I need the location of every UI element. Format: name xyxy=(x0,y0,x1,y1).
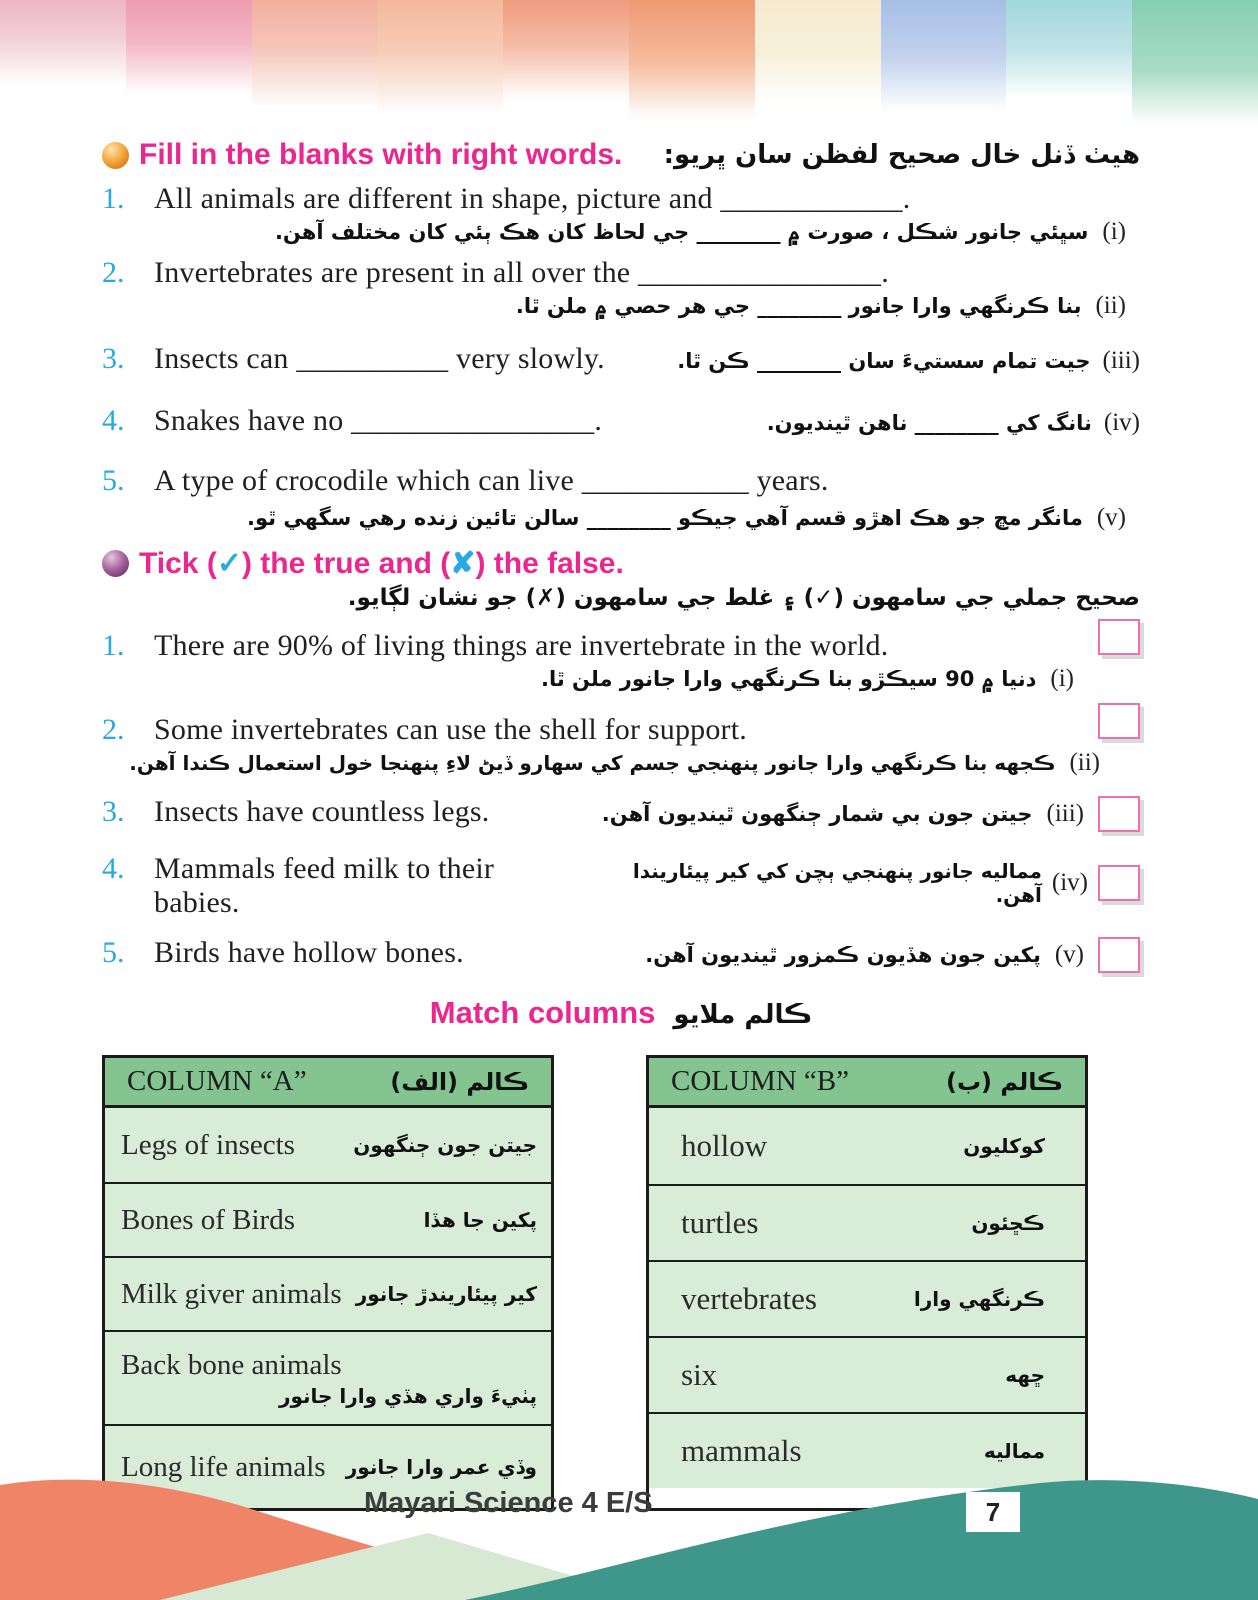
row-english: Long life animals xyxy=(121,1450,326,1483)
tick-heading-part: Tick ( xyxy=(139,547,217,580)
row-english: hollow xyxy=(681,1128,768,1163)
page-number: 7 xyxy=(985,1496,1001,1527)
column-b-header xyxy=(649,1058,1085,1108)
match-heading-english: Match columns xyxy=(429,995,656,1030)
row-english: mammals xyxy=(681,1433,802,1468)
match-tables xyxy=(102,1055,1140,1511)
question-text: Insects can __________ very slowly. xyxy=(154,342,605,375)
question-number: 3. xyxy=(102,342,125,375)
urdu-text: جيتن جون بي شمار ڄنگهون ٿينديون آهن. xyxy=(601,802,1033,826)
checkbox-4[interactable] xyxy=(1098,865,1140,901)
column-a-table xyxy=(102,1055,554,1511)
watercolor-stripe xyxy=(881,0,1007,116)
row-english: vertebrates xyxy=(681,1281,817,1316)
statement-text: There are 90% of living things are invertebrate in the world. xyxy=(154,629,889,662)
checkbox-1[interactable] xyxy=(1098,619,1140,655)
row-urdu: ڪرنگهي وارا xyxy=(913,1287,1045,1311)
urdu-label: (iii) xyxy=(1046,800,1084,827)
row-english: Back bone animals xyxy=(121,1348,342,1381)
tick-item-5 xyxy=(102,936,1140,973)
fill-item-3 xyxy=(102,342,1140,376)
urdu-text: سڀئي جانور شڪل ، صورت ۾ ________ جي لحاظ کان هڪ ٻئي کان مختلف آهن. xyxy=(274,220,1089,244)
row-urdu: کوکليون xyxy=(963,1134,1045,1158)
question-number: 4. xyxy=(102,404,125,437)
column-b-table xyxy=(646,1055,1088,1511)
match-heading-urdu: ڪالم ملايو xyxy=(673,1000,813,1030)
row-english: Bones of Birds xyxy=(121,1203,295,1236)
urdu-label: (v) xyxy=(1096,504,1126,531)
fill-item-5-urdu xyxy=(102,504,1140,532)
row-urdu: ڇهه xyxy=(1005,1363,1045,1387)
watercolor-stripe xyxy=(252,0,378,112)
tick-item-1 xyxy=(102,619,1140,663)
purple-sphere-bullet-icon xyxy=(102,550,129,577)
statement-number: 2. xyxy=(102,713,125,746)
urdu-text: ڪجهه بنا ڪرنگهي وارا جانور پنهنجي جسم کي سهارو ڏيڻ لاءِ پنهنجا خول استعمال ڪندا آهن. xyxy=(129,751,1056,775)
tick-item-2 xyxy=(102,703,1140,747)
table-row xyxy=(105,1182,551,1256)
fill-item-4-urdu xyxy=(767,409,1140,437)
watercolor-stripe xyxy=(0,0,126,88)
tick-item-5-right xyxy=(645,937,1140,973)
checkbox-3[interactable] xyxy=(1098,796,1140,832)
question-text: A type of crocodile which can live ___________ years. xyxy=(154,464,829,497)
watercolor-stripe xyxy=(1132,0,1258,128)
row-urdu: جيتن جون ڄنگهون xyxy=(353,1133,537,1157)
statement-number: 3. xyxy=(102,795,125,828)
checkbox-2[interactable] xyxy=(1098,703,1140,739)
table-row xyxy=(649,1336,1085,1412)
watercolor-header-band xyxy=(0,0,1258,130)
table-row xyxy=(649,1108,1085,1184)
watercolor-stripe xyxy=(126,0,252,98)
urdu-text: مانگر مڇ جو هڪ اهڙو قسم آهي جيڪو ________ سالن تائين زنده رهي سگهي ٿو. xyxy=(247,506,1083,530)
urdu-label: (v) xyxy=(1054,941,1084,968)
tick-item-3-right xyxy=(602,796,1140,832)
statement-text: Mammals feed milk to their babies. xyxy=(154,852,495,919)
statement-text: Birds have hollow bones. xyxy=(154,936,464,969)
question-number: 1. xyxy=(102,182,125,215)
row-urdu: مماليه xyxy=(983,1439,1045,1463)
fill-item-2-urdu xyxy=(102,292,1140,320)
fill-item-4 xyxy=(102,404,1140,438)
row-urdu: پٺيءَ واري هڏي وارا جانور xyxy=(278,1383,537,1408)
question-number: 2. xyxy=(102,256,125,289)
statement-text: Insects have countless legs. xyxy=(154,795,490,828)
row-urdu: وڏي عمر وارا جانور xyxy=(345,1455,537,1479)
orange-sphere-bullet-icon xyxy=(102,142,129,169)
column-a-header xyxy=(105,1058,551,1108)
watercolor-stripe xyxy=(629,0,755,122)
urdu-text: نانگ کي ________ ناهن ٿينديون. xyxy=(766,411,1092,435)
book-title: Mayari Science 4 E/S xyxy=(364,1487,653,1519)
checkbox-wrap xyxy=(1098,619,1140,655)
tick-item-1-urdu xyxy=(102,665,1140,693)
column-b-title-urdu: ڪالم (ب) xyxy=(945,1067,1063,1096)
tick-item-4-right xyxy=(584,859,1140,907)
statement-number: 1. xyxy=(102,629,125,662)
fill-item-1-urdu xyxy=(102,218,1140,246)
urdu-label: (i) xyxy=(1050,665,1074,692)
tick-heading-part: ) the true and ( xyxy=(241,547,451,580)
tick-heading-part: ) the false. xyxy=(475,547,624,580)
urdu-label: (ii) xyxy=(1069,749,1100,776)
urdu-label: (iv) xyxy=(1051,869,1088,896)
tick-instruction-urdu: صحيح جملي جي سامهون (✓) ۽ غلط جي سامهون (✗) جو نشان لڳايو. xyxy=(347,585,1140,611)
column-a-title: COLUMN “A” xyxy=(127,1065,307,1097)
urdu-text: جيت تمام سستيءَ سان ________ ڪن ٿا. xyxy=(677,349,1091,373)
watercolor-stripe xyxy=(377,0,503,118)
urdu-text: مماليه جانور پنهنجي ٻچن کي کير پيئاريندا آهن. xyxy=(632,859,1042,907)
table-row xyxy=(649,1184,1085,1260)
match-columns-heading xyxy=(102,995,1140,1031)
question-number: 5. xyxy=(102,464,125,497)
table-row xyxy=(105,1330,551,1424)
fill-item-1 xyxy=(102,182,1140,216)
statement-number: 5. xyxy=(102,936,125,969)
urdu-text: دنيا ۾ 90 سيڪڙو بنا ڪرنگهي وارا جانور ملن ٿا. xyxy=(540,667,1037,691)
row-urdu: ڪڇئون xyxy=(971,1211,1045,1235)
page-content xyxy=(0,138,1258,1511)
checkbox-5[interactable] xyxy=(1098,937,1140,973)
table-row xyxy=(105,1256,551,1330)
column-a-title-urdu: ڪالم (الف) xyxy=(390,1067,529,1096)
fill-item-3-urdu xyxy=(677,347,1140,375)
urdu-label: (ii) xyxy=(1095,292,1126,319)
question-text: All animals are different in shape, picture and ____________. xyxy=(154,182,911,215)
question-text: Invertebrates are present in all over the ________________. xyxy=(154,256,889,289)
fill-item-5 xyxy=(102,464,1140,498)
urdu-label: (iii) xyxy=(1102,347,1140,374)
tick-section-heading xyxy=(102,546,1140,581)
tick-item-2-urdu xyxy=(102,749,1140,777)
statement-text: Some invertebrates can use the shell for support. xyxy=(154,713,747,746)
fill-heading-english: Fill in the blanks with right words. xyxy=(139,138,623,171)
fill-section-heading xyxy=(102,138,1140,172)
row-english: six xyxy=(681,1357,718,1392)
row-english: turtles xyxy=(681,1205,759,1240)
tick-item-4 xyxy=(102,852,1140,920)
column-b-title: COLUMN “B” xyxy=(671,1065,850,1097)
row-urdu: کير پيئاريندڙ جانور xyxy=(355,1282,537,1306)
table-row xyxy=(105,1108,551,1182)
tick-item-3 xyxy=(102,795,1140,832)
row-english: Milk giver animals xyxy=(121,1277,342,1310)
table-row xyxy=(649,1260,1085,1336)
urdu-text: بنا ڪرنگهي وارا جانور ________ جي هر حصي ۾ ملن ٿا. xyxy=(515,294,1082,318)
checkbox-wrap xyxy=(1098,703,1140,739)
row-english: Legs of insects xyxy=(121,1128,295,1161)
urdu-text: پکين جون هڏيون ڪمزور ٿينديون آهن. xyxy=(645,943,1041,967)
question-text: Snakes have no ________________. xyxy=(154,404,603,437)
watercolor-stripe xyxy=(755,0,881,108)
watercolor-stripe xyxy=(503,0,629,104)
check-mark-icon: ✓ xyxy=(216,547,242,580)
urdu-label: (i) xyxy=(1102,218,1126,245)
urdu-label: (iv) xyxy=(1103,409,1140,436)
cross-mark-icon: ✘ xyxy=(450,547,476,580)
statement-number: 4. xyxy=(102,852,125,885)
fill-item-2 xyxy=(102,256,1140,290)
tick-heading-english xyxy=(139,546,624,581)
page-number-box xyxy=(966,1492,1020,1532)
watercolor-stripe xyxy=(1006,0,1132,102)
row-urdu: پکين جا هڏا xyxy=(423,1208,537,1232)
fill-heading-urdu: هيٺ ڏنل خال صحيح لفظن سان ڀريو: xyxy=(663,140,1140,170)
